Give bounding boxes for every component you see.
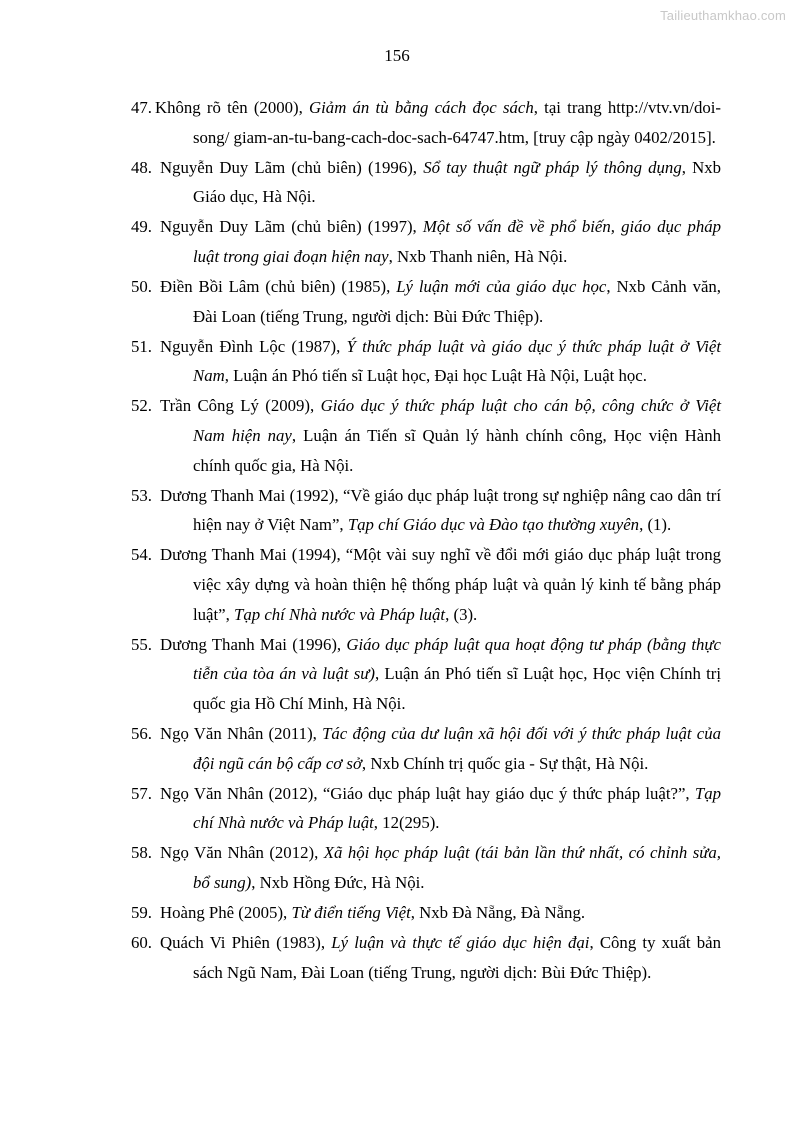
reference-item — [131, 391, 721, 480]
reference-title: Lý luận và thực tế giáo dục hiện đại — [331, 933, 590, 953]
reference-title: Một số vấn đề về phổ biến, giáo dục pháp luật trong giai đoạn hiện nay — [193, 217, 722, 266]
reference-details: , Luận án Phó tiến sĩ Luật học, Học viện Chính trị quốc gia Hồ Chí Minh, Hà Nội. — [193, 664, 721, 713]
reference-details: , 12(295). — [373, 813, 440, 833]
reference-details: , tại trang http://vtv.vn/doi-song/ giam-an-tu-bang-cach-doc-sach-64747.htm, [truy cập ngày 0402/2015]. — [193, 98, 721, 147]
reference-details: , (1). — [639, 515, 672, 535]
reference-author: Nguyễn Duy Lãm (chủ biên) (1997), — [160, 217, 423, 237]
watermark: Tailieuthamkhao.com — [660, 8, 786, 23]
reference-author: Dương Thanh Mai (1996), — [160, 634, 347, 654]
reference-author: Quách Vi Phiên (1983), — [160, 933, 332, 953]
reference-title: Tác động của dư luận xã hội đối với ý thức pháp luật của đội ngũ cán bộ cấp cơ sở — [193, 723, 721, 773]
reference-number: 48. — [131, 157, 152, 177]
reference-number: 50. — [131, 277, 152, 297]
reference-number: 47. — [131, 98, 152, 117]
reference-author: Dương Thanh Mai (1994), “Một vài suy nghĩ về đổi mới giáo dục pháp luật trong việc xây dựng và hoàn thiện hệ thống pháp luật và quản lý kinh tế bằng pháp luật”, — [160, 545, 721, 624]
reference-title: Giáo dục ý thức pháp luật cho cán bộ, công chức ở Việt Nam hiện nay — [193, 396, 721, 446]
reference-author: Dương Thanh Mai (1992), “Về giáo dục pháp luật trong sự nghiệp nâng cao dân trí hiện nay ở Việt Nam”, — [160, 485, 721, 535]
reference-item — [131, 779, 721, 838]
reference-title: Tạp chí Nhà nước và Pháp luật — [234, 604, 446, 624]
reference-item — [131, 838, 721, 897]
reference-title: Ý thức pháp luật và giáo dục ý thức pháp luật ở Việt Nam — [193, 336, 722, 386]
reference-number: 60. — [131, 933, 152, 953]
reference-title: Tạp chí Giáo dục và Đào tạo thường xuyên — [347, 515, 640, 535]
reference-item — [131, 153, 721, 212]
reference-item — [131, 630, 721, 719]
reference-item — [131, 332, 721, 391]
reference-number: 55. — [131, 634, 152, 654]
reference-details: , Nxb Đà Nẵng, Đà Nẵng. — [410, 903, 586, 923]
reference-details: , Công ty xuất bản sách Ngũ Nam, Đài Loan (tiếng Trung, người dịch: Bùi Đức Thiệp). — [193, 933, 721, 982]
reference-title: Sổ tay thuật ngữ pháp lý thông dụng — [423, 157, 682, 177]
reference-title: Lý luận mới của giáo dục học — [396, 277, 607, 297]
reference-details: , Nxb Cảnh văn, Đài Loan (tiếng Trung, người dịch: Bùi Đức Thiệp). — [193, 277, 721, 326]
reference-title: Từ điển tiếng Việt — [291, 903, 411, 923]
reference-number: 49. — [131, 217, 152, 237]
reference-author: Nguyễn Duy Lãm (chủ biên) (1996), — [160, 157, 424, 177]
reference-author: Ngọ Văn Nhân (2012), — [160, 843, 324, 863]
reference-item — [131, 898, 721, 928]
reference-author: Nguyễn Đình Lộc (1987), — [160, 336, 347, 356]
reference-item — [131, 928, 721, 987]
reference-details: , Luận án Tiến sĩ Quản lý hành chính công, Học viện Hành chính quốc gia, Hà Nội. — [193, 426, 721, 475]
reference-details: , Luận án Phó tiến sĩ Luật học, Đại học Luật Hà Nội, Luật học. — [224, 366, 647, 386]
reference-author: Trần Công Lý (2009), — [160, 396, 321, 416]
reference-list — [131, 93, 721, 987]
reference-author: Không rõ tên (2000), — [155, 98, 310, 117]
reference-number: 56. — [131, 723, 152, 743]
reference-author: Điền Bồi Lâm (chủ biên) (1985), — [160, 277, 397, 297]
reference-number: 51. — [131, 336, 152, 356]
reference-number: 57. — [131, 783, 152, 803]
reference-number: 54. — [131, 545, 152, 565]
reference-item — [131, 481, 721, 540]
reference-number: 59. — [131, 903, 152, 923]
reference-number: 53. — [131, 485, 152, 505]
reference-item — [131, 540, 721, 629]
reference-author: Ngọ Văn Nhân (2012), “Giáo dục pháp luật hay giáo dục ý thức pháp luật?”, — [160, 783, 695, 803]
reference-details: , Nxb Chính trị quốc gia - Sự thật, Hà Nội. — [361, 753, 649, 773]
reference-author: Ngọ Văn Nhân (2011), — [160, 723, 323, 743]
reference-details: , Nxb Giáo dục, Hà Nội. — [193, 157, 722, 207]
reference-item — [131, 719, 721, 778]
reference-number: 52. — [131, 396, 152, 416]
reference-item — [131, 212, 721, 271]
reference-details: , (3). — [445, 604, 478, 624]
reference-author: Hoàng Phê (2005), — [160, 903, 292, 923]
reference-item — [131, 272, 721, 331]
page-number: 156 — [384, 46, 410, 65]
reference-details: , Nxb Hồng Đức, Hà Nội. — [251, 872, 425, 892]
reference-details: , Nxb Thanh niên, Hà Nội. — [388, 246, 568, 266]
reference-title: Xã hội học pháp luật (tái bản lần thứ nhất, có chỉnh sửa, bổ sung) — [193, 843, 721, 892]
reference-title: Giảm án tù bằng cách đọc sách — [309, 98, 534, 117]
reference-number: 58. — [131, 843, 152, 863]
reference-title: Tạp chí Nhà nước và Pháp luật — [193, 783, 721, 833]
reference-item — [131, 93, 721, 152]
reference-title: Giáo dục pháp luật qua hoạt động tư pháp (bằng thực tiễn của tòa án và luật sư) — [193, 634, 721, 684]
